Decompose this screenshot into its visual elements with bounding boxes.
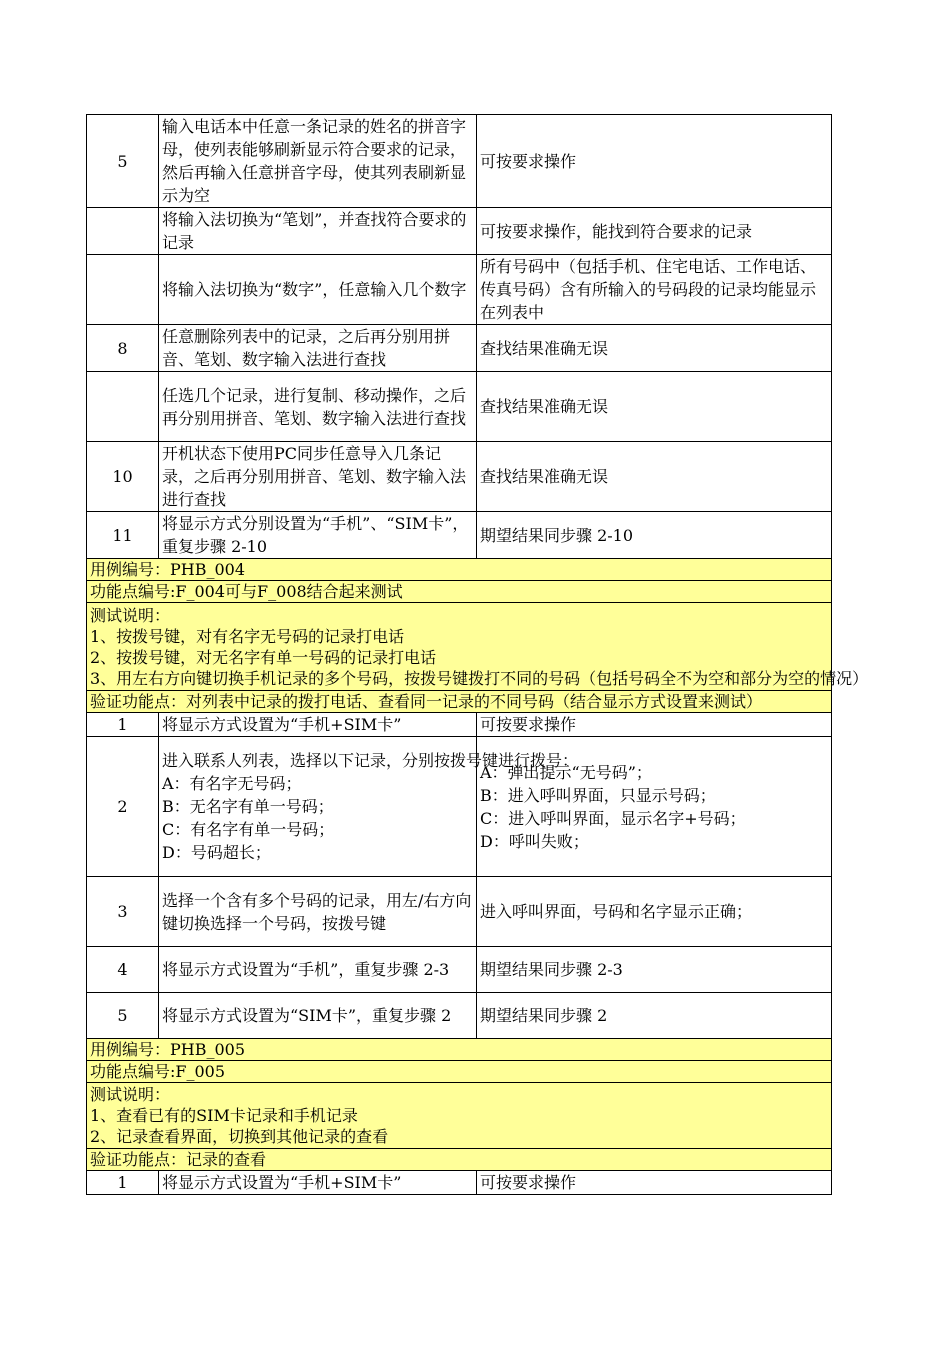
step-description: 将显示方式设置为“SIM卡”，重复步骤 2 (159, 993, 477, 1039)
expected-result: 可按要求操作 (477, 115, 832, 208)
step-description: 输入电话本中任意一条记录的姓名的拼音字母，使列表能够刷新显示符合要求的记录，然后再输入任意拼音字母，使其列表刷新显示为空 (159, 115, 477, 208)
table-row (87, 947, 832, 993)
cell-line: 测试说明： (90, 605, 171, 625)
step-description: 选择一个含有多个号码的记录，用左/右方向键切换选择一个号码，按拨号键 (159, 877, 477, 947)
cell-line: D：号码超长； (162, 843, 271, 862)
cell-line: 功能点编号:F_005 (90, 1062, 226, 1081)
cell-line: 功能点编号:F_004可与F_008结合起来测试 (90, 582, 403, 601)
table-row (87, 255, 832, 325)
section-header-cell (87, 691, 832, 713)
cell-line: A：有名字无号码； (162, 774, 302, 793)
expected-result: 期望结果同步骤 2-3 (477, 947, 832, 993)
cell-line: D：呼叫失败； (480, 831, 589, 851)
cell-line: C：有名字有单一号码； (162, 820, 335, 839)
cell-line: C：进入呼叫界面，显示名字+号码； (480, 808, 746, 828)
section-header-row (87, 691, 832, 713)
section-header-cell (87, 603, 869, 691)
table-row (87, 1171, 832, 1195)
step-number: 4 (87, 947, 159, 993)
expected-result: 所有号码中（包括手机、住宅电话、工作电话、传真号码）含有所输入的号码段的记录均能显示在列表中 (477, 255, 832, 325)
step-description: 任意删除列表中的记录，之后再分别用拼音、笔划、数字输入法进行查找 (159, 325, 477, 372)
step-description: 将显示方式设置为“手机”，重复步骤 2-3 (159, 947, 477, 993)
section-header-cell (87, 1083, 832, 1149)
section-header-row (87, 581, 832, 603)
step-description: 任选几个记录，进行复制、移动操作，之后再分别用拼音、笔划、数字输入法进行查找 (159, 372, 477, 442)
table-row (87, 993, 832, 1039)
step-number (87, 372, 159, 442)
cell-line: 3、用左右方向键切换手机记录的多个号码，按拨号键拨打不同的号码（包括号码全不为空和部分为空的情况） (90, 668, 869, 688)
section-header-row (87, 603, 832, 691)
table-row (87, 208, 832, 255)
step-description: 将显示方式分别设置为“手机”、“SIM卡”，重复步骤 2-10 (159, 512, 477, 559)
table-row (87, 442, 832, 512)
table-row (87, 325, 832, 372)
section-header-cell (87, 1061, 832, 1083)
section-header-cell (87, 1039, 832, 1061)
table-row (87, 877, 832, 947)
cell-line: A：弹出提示“无号码”； (480, 762, 652, 782)
step-number: 5 (87, 993, 159, 1039)
cell-line: B：无名字有单一号码； (162, 797, 334, 816)
test-case-table (86, 114, 869, 1195)
section-header-cell (87, 581, 832, 603)
step-number: 8 (87, 325, 159, 372)
section-header-cell (87, 1149, 832, 1171)
cell-line: 验证功能点：对列表中记录的拨打电话、查看同一记录的不同号码（结合显示方式设置来测试） (90, 692, 763, 711)
expected-result: 进入呼叫界面，号码和名字显示正确； (477, 877, 832, 947)
cell-line: 2、按拨号键，对无名字有单一号码的记录打电话 (90, 647, 437, 667)
expected-result: 可按要求操作 (477, 1171, 832, 1195)
step-description: 开机状态下使用PC同步任意导入几条记录，之后再分别用拼音、笔划、数字输入法进行查找 (159, 442, 477, 512)
cell-line: 用例编号：PHB_004 (90, 560, 246, 579)
expected-result: 查找结果准确无误 (477, 325, 832, 372)
section-header-row (87, 1083, 832, 1149)
cell-line: 验证功能点：记录的查看 (90, 1150, 267, 1169)
section-header-row (87, 1061, 832, 1083)
cell-line: 进入联系人列表，选择以下记录，分别按拨号键进行拨号： (162, 751, 579, 770)
section-header-row (87, 1039, 832, 1061)
cell-line: 1、按拨号键，对有名字无号码的记录打电话 (90, 626, 405, 646)
expected-result: 可按要求操作，能找到符合要求的记录 (477, 208, 832, 255)
step-number: 11 (87, 512, 159, 559)
step-number: 2 (87, 737, 159, 877)
table-row (87, 737, 832, 877)
cell-line: 用例编号：PHB_005 (90, 1040, 246, 1059)
expected-result: 查找结果准确无误 (477, 442, 832, 512)
step-number: 1 (87, 1171, 159, 1195)
step-description: 将显示方式设置为“手机+SIM卡” (159, 1171, 477, 1195)
table-row (87, 512, 832, 559)
expected-result: 查找结果准确无误 (477, 372, 832, 442)
expected-result: 可按要求操作 (477, 713, 832, 737)
step-description: 将输入法切换为“笔划”，并查找符合要求的记录 (159, 208, 477, 255)
cell-line: 1、查看已有的SIM卡记录和手机记录 (90, 1106, 358, 1125)
step-number: 5 (87, 115, 159, 208)
step-number (87, 255, 159, 325)
table-row (87, 115, 832, 208)
step-description: 将输入法切换为“数字”，任意输入几个数字 (159, 255, 477, 325)
table-row (87, 372, 832, 442)
cell-line: 测试说明： (90, 1085, 171, 1104)
section-header-row (87, 1149, 832, 1171)
table-row (87, 713, 832, 737)
step-number: 10 (87, 442, 159, 512)
cell-line: 2、记录查看界面，切换到其他记录的查看 (90, 1127, 389, 1146)
cell-line: B：进入呼叫界面，只显示号码； (480, 785, 716, 805)
expected-result: 期望结果同步骤 2-10 (477, 512, 832, 559)
section-header-cell (87, 559, 832, 581)
step-number (87, 208, 159, 255)
step-number: 1 (87, 713, 159, 737)
step-number: 3 (87, 877, 159, 947)
section-header-row (87, 559, 832, 581)
expected-result: 期望结果同步骤 2 (477, 993, 832, 1039)
step-description: 将显示方式设置为“手机+SIM卡” (159, 713, 477, 737)
